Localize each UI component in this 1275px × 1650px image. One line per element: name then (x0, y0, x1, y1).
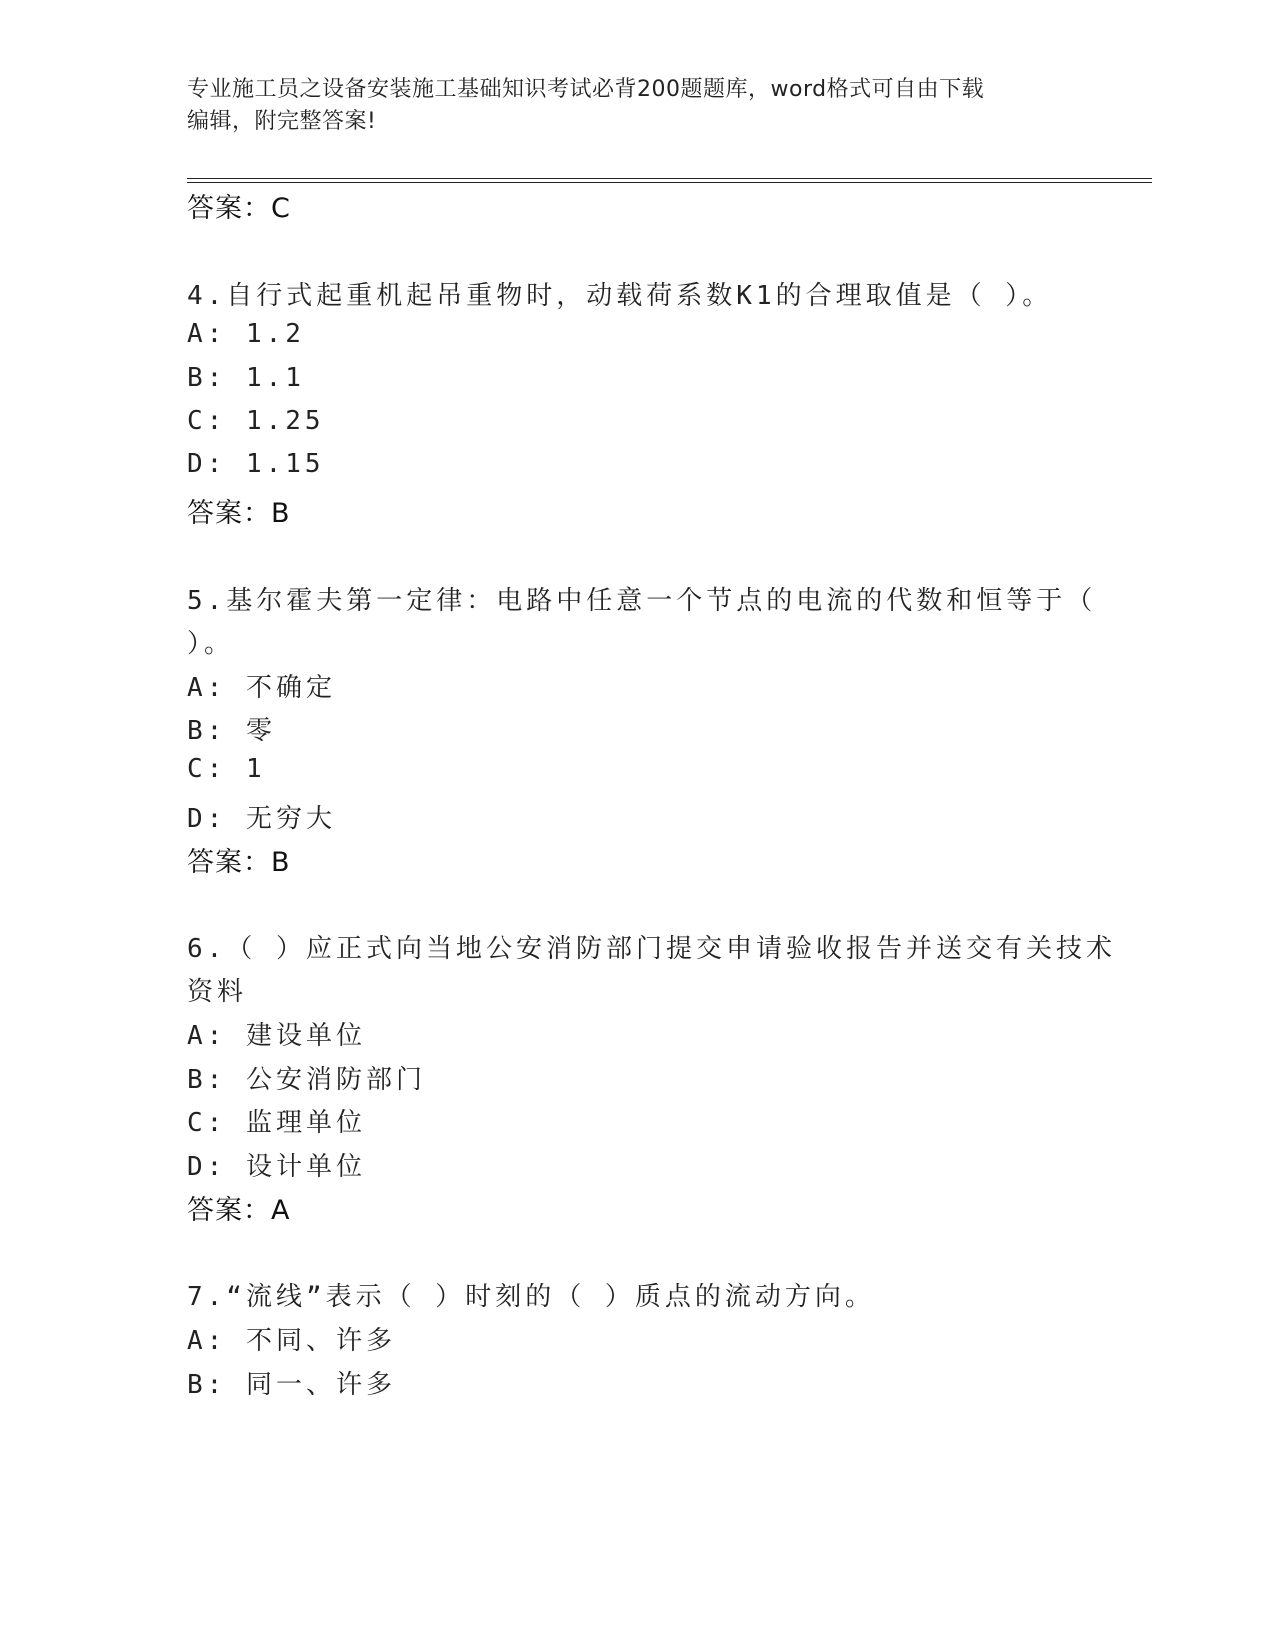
header-divider-bottom (187, 182, 1152, 183)
question-5-stem-line-1: 5.基尔霍夫第一定律：电路中任意一个节点的电流的代数和恒等于（ (187, 586, 1097, 616)
question-4-option-d: D: 1.15 (187, 449, 325, 479)
question-4-stem: 4.自行式起重机起吊重物时，动载荷系数K1的合理取值是（ ）。 (187, 281, 1053, 311)
header-line-1: 专业施工员之设备安装施工基础知识考试必背200题题库，word格式可自由下载 (187, 77, 985, 102)
header-line-2: 编辑，附完整答案! (187, 109, 377, 134)
question-6-stem-line-1: 6.（ ）应正式向当地公安消防部门提交申请验收报告并送交有关技术 (187, 934, 1116, 964)
answer-q3: 答案：C (187, 193, 291, 224)
question-6-option-d: D: 设计单位 (187, 1152, 366, 1182)
question-6-option-c: C: 监理单位 (187, 1108, 366, 1138)
document-header (187, 74, 1087, 138)
header-divider-top (187, 178, 1152, 179)
question-5-stem-line-2: ）。 (187, 629, 235, 659)
question-5-option-b: B: 零 (187, 716, 276, 746)
question-5-option-a: A: 不确定 (187, 673, 336, 703)
answer-q4: 答案：B (187, 498, 291, 529)
question-6-stem-line-2: 资料 (187, 977, 248, 1007)
question-5-option-c: C: 1 (187, 754, 266, 784)
question-6-option-b: B: 公安消防部门 (187, 1065, 426, 1095)
answer-q6: 答案：A (187, 1195, 291, 1226)
question-7-stem: 7.“流线”表示（ ）时刻的（ ）质点的流动方向。 (187, 1282, 875, 1312)
question-7-option-a: A: 不同、许多 (187, 1326, 396, 1356)
question-7-option-b: B: 同一、许多 (187, 1370, 396, 1400)
question-4-option-b: B: 1.1 (187, 363, 305, 393)
question-4-option-c: C: 1.25 (187, 406, 325, 436)
question-5-option-d: D: 无穷大 (187, 804, 336, 834)
question-6-option-a: A: 建设单位 (187, 1021, 366, 1051)
question-4-option-a: A: 1.2 (187, 319, 305, 349)
answer-q5: 答案：B (187, 847, 291, 878)
